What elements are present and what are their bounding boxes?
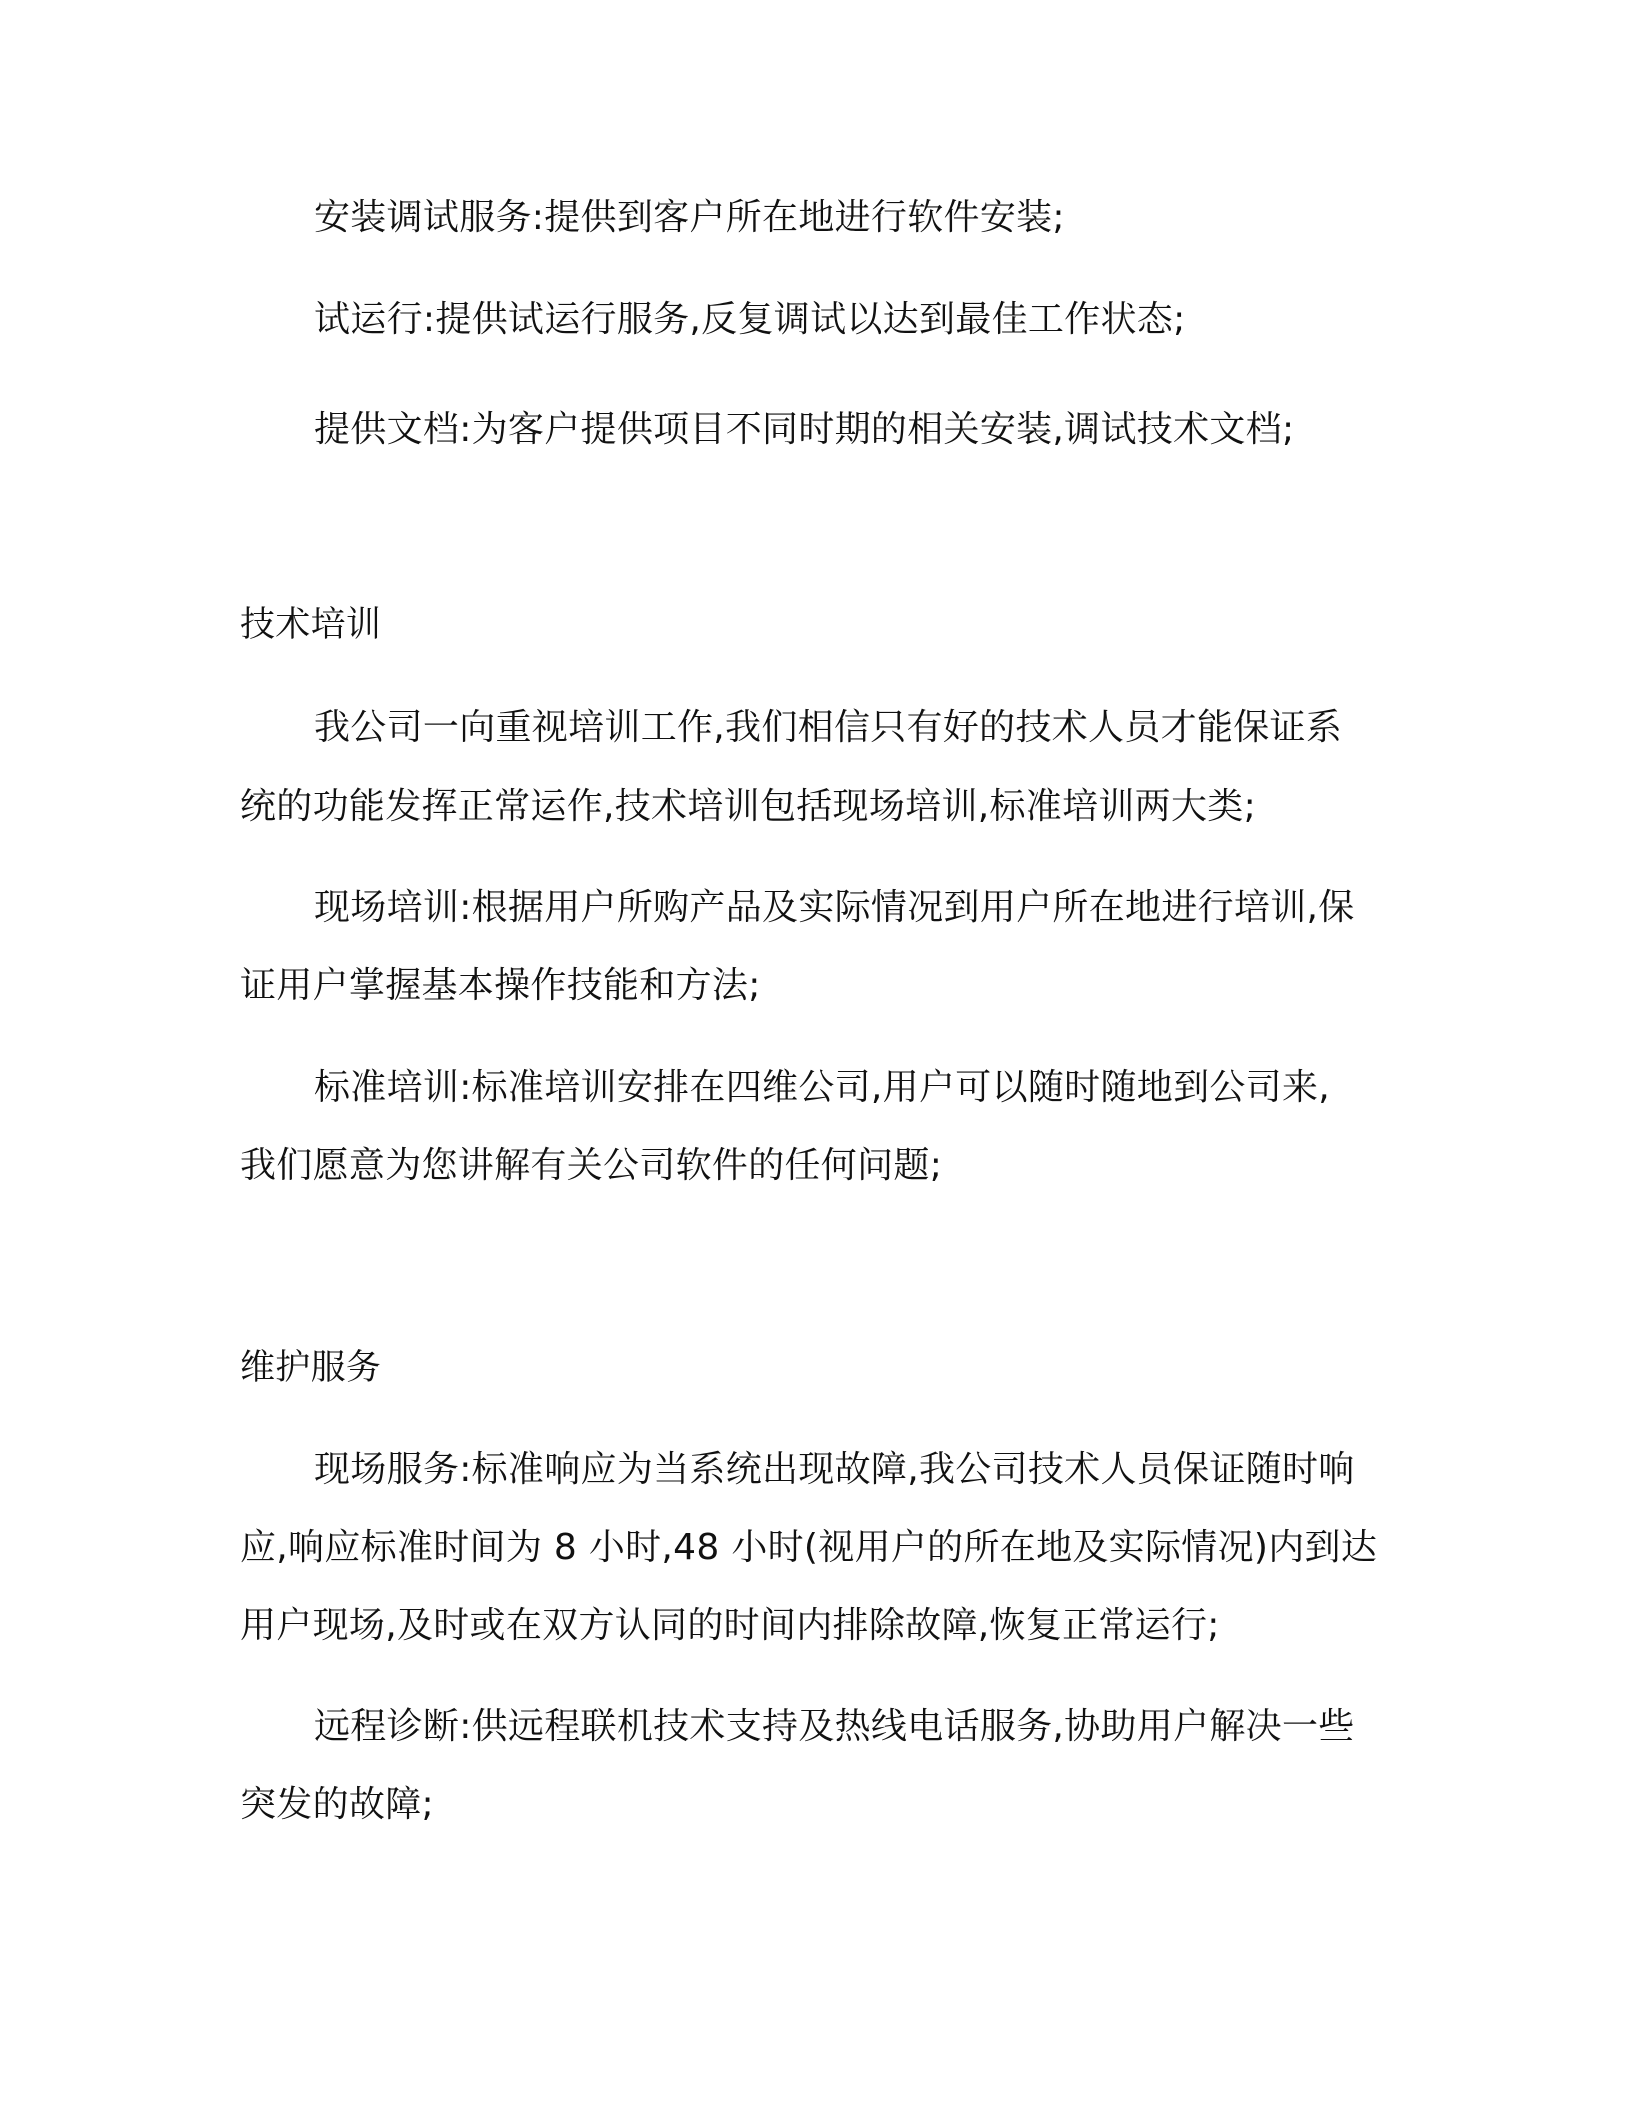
paragraph-install-service: 安装调试服务:提供到客户所在地进行软件安装; — [314, 197, 1065, 238]
paragraph-training-intro-line-1: 我公司一向重视培训工作,我们相信只有好的技术人员才能保证系 — [314, 707, 1343, 748]
paragraph-onsite-service-line-2: 应,响应标准时间为 8 小时,48 小时(视用户的所在地及实际情况)内到达 — [240, 1527, 1378, 1568]
paragraph-onsite-service-line-3: 用户现场,及时或在双方认同的时间内排除故障,恢复正常运行; — [240, 1605, 1220, 1646]
paragraph-standard-training-line-2: 我们愿意为您讲解有关公司软件的任何问题; — [240, 1145, 943, 1186]
paragraph-remote-diagnosis-line-1: 远程诊断:供远程联机技术支持及热线电话服务,协助用户解决一些 — [314, 1706, 1355, 1747]
paragraph-onsite-training-line-1: 现场培训:根据用户所购产品及实际情况到用户所在地进行培训,保 — [314, 887, 1355, 928]
paragraph-training-intro-line-2: 统的功能发挥正常运作,技术培训包括现场培训,标准培训两大类; — [240, 786, 1257, 827]
heading-technical-training: 技术培训 — [240, 605, 382, 645]
paragraph-onsite-training-line-2: 证用户掌握基本操作技能和方法; — [240, 965, 761, 1006]
paragraph-documentation: 提供文档:为客户提供项目不同时期的相关安装,调试技术文档; — [314, 409, 1295, 450]
heading-maintenance-service: 维护服务 — [240, 1348, 382, 1388]
paragraph-remote-diagnosis-line-2: 突发的故障; — [240, 1784, 434, 1825]
paragraph-onsite-service-line-1: 现场服务:标准响应为当系统出现故障,我公司技术人员保证随时响 — [314, 1449, 1355, 1490]
paragraph-trial-run: 试运行:提供试运行服务,反复调试以达到最佳工作状态; — [314, 299, 1186, 340]
paragraph-standard-training-line-1: 标准培训:标准培训安排在四维公司,用户可以随时随地到公司来, — [314, 1067, 1331, 1108]
